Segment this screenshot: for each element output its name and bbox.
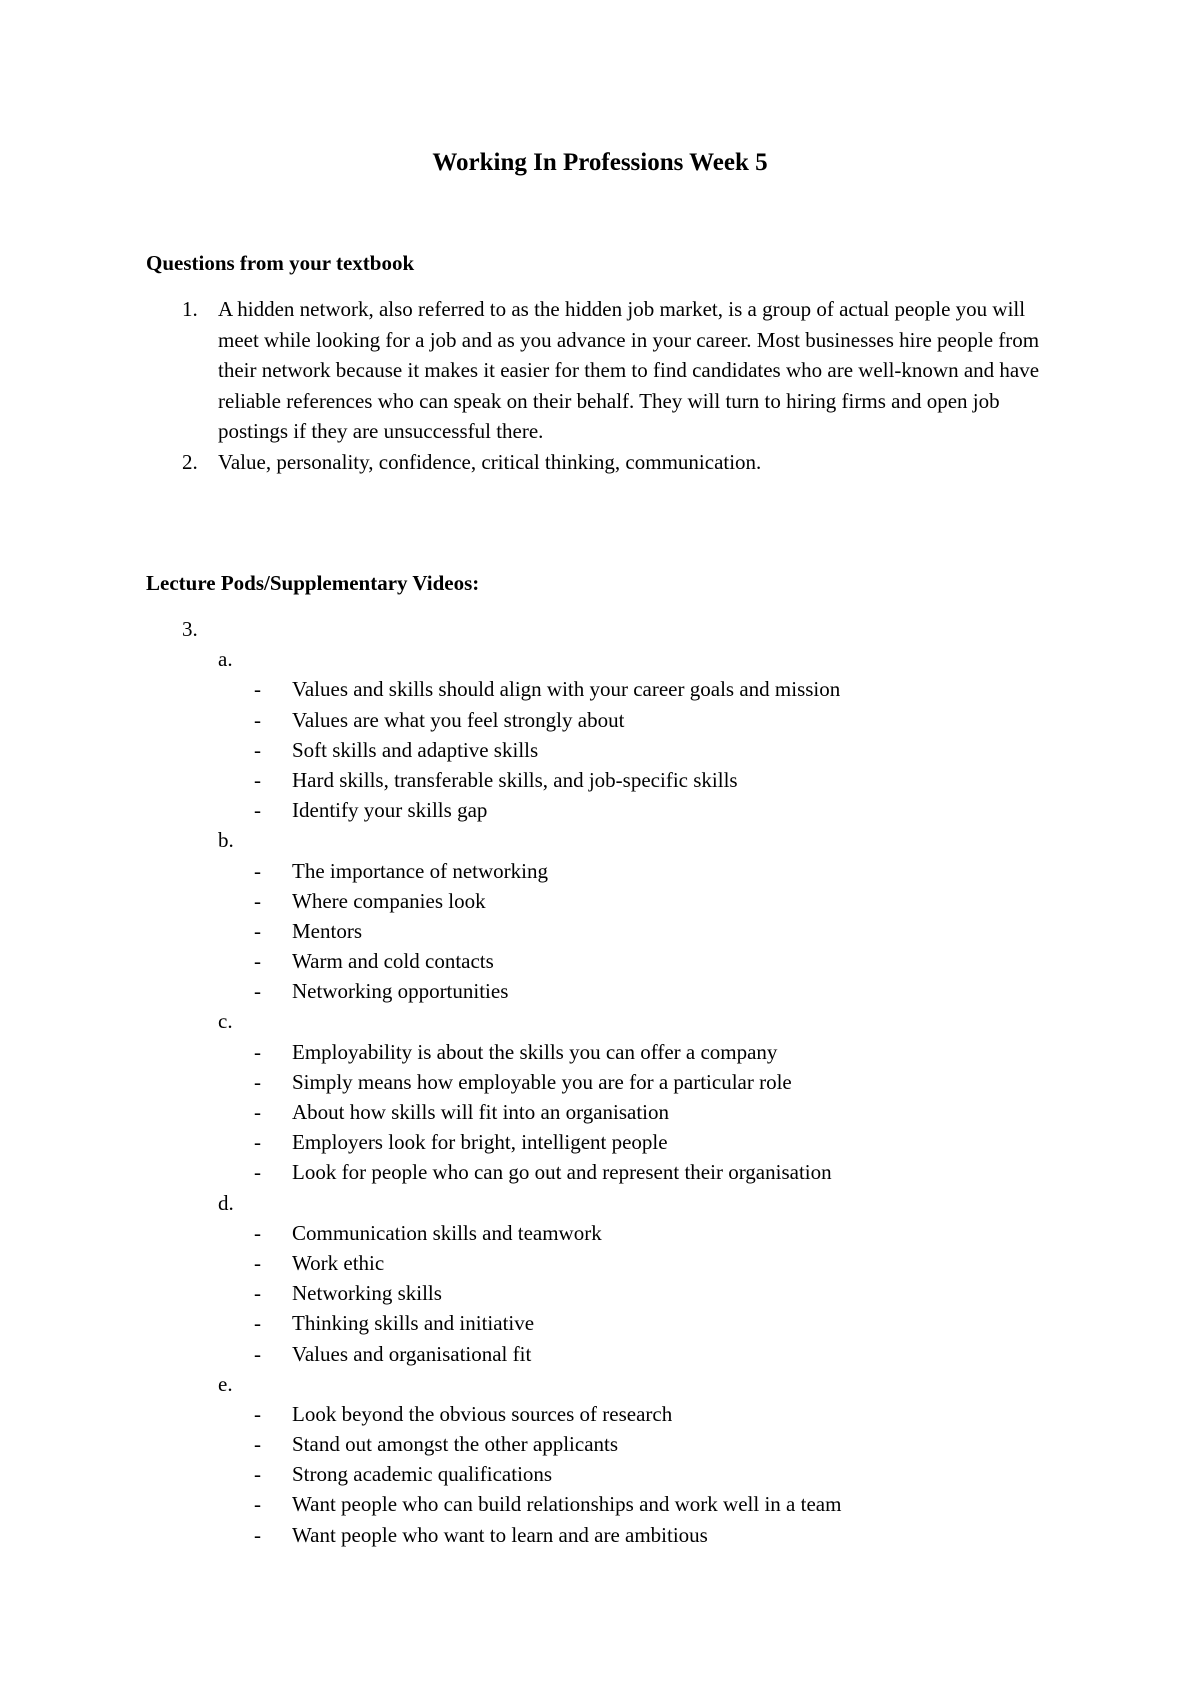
point-text: Mentors: [292, 918, 362, 943]
list-item: [146, 916, 1106, 946]
list-item: [146, 1248, 1106, 1278]
list-item: [146, 1459, 1106, 1489]
dash-bullet: -: [254, 798, 261, 823]
dash-bullet: -: [254, 1522, 261, 1547]
list-item: [146, 795, 1106, 825]
dash-bullet: -: [254, 1311, 261, 1336]
lecture-pods-heading: Lecture Pods/Supplementary Videos:: [146, 571, 480, 595]
list-item: [146, 705, 1106, 735]
dash-bullet: -: [254, 1492, 261, 1517]
point-text: Want people who can build relationships and work well in a team: [292, 1492, 842, 1517]
point-text: Stand out amongst the other applicants: [292, 1432, 619, 1457]
point-text: Where companies look: [292, 888, 486, 913]
point-text: Values and skills should align with your career goals and mission: [292, 677, 841, 702]
list-item: [146, 946, 1106, 976]
list-item: [146, 1127, 1106, 1157]
point-text: Look beyond the obvious sources of research: [292, 1401, 673, 1426]
dash-bullet: -: [254, 707, 261, 732]
dash-bullet: -: [254, 737, 261, 762]
list-item: [146, 1520, 1106, 1550]
lecture-section: [146, 1369, 1106, 1550]
point-text: Hard skills, transferable skills, and job-specific skills: [292, 767, 738, 792]
section-points-list: [146, 1037, 1106, 1188]
list-item: [146, 1399, 1106, 1429]
point-text: Values are what you feel strongly about: [292, 707, 625, 732]
point-text: Values and organisational fit: [292, 1341, 532, 1366]
point-text: Networking opportunities: [292, 979, 509, 1004]
section-points-list: [146, 856, 1106, 1007]
dash-bullet: -: [254, 1220, 261, 1245]
point-text: Look for people who can go out and represent their organisation: [292, 1160, 832, 1185]
question-number: 3.: [182, 617, 198, 641]
lecture-section: [146, 1006, 1106, 1187]
dash-bullet: -: [254, 888, 261, 913]
dash-bullet: -: [254, 1281, 261, 1306]
dash-bullet: -: [254, 1250, 261, 1275]
list-item: [146, 856, 1106, 886]
dash-bullet: -: [254, 1069, 261, 1094]
list-item: [146, 1097, 1106, 1127]
list-item: [146, 1429, 1106, 1459]
point-text: Strong academic qualifications: [292, 1462, 553, 1487]
answer-number: 1.: [182, 297, 198, 321]
list-item: [146, 1339, 1106, 1369]
section-letter: e.: [218, 1371, 233, 1396]
point-text: Thinking skills and initiative: [292, 1311, 535, 1336]
textbook-answers-list: [146, 294, 1066, 477]
dash-bullet: -: [254, 767, 261, 792]
dash-bullet: -: [254, 1160, 261, 1185]
point-text: The importance of networking: [292, 858, 548, 883]
point-text: About how skills will fit into an organisation: [292, 1100, 670, 1124]
dash-bullet: -: [254, 1432, 261, 1457]
dash-bullet: -: [254, 1401, 261, 1426]
lecture-section: [146, 825, 1106, 1006]
point-text: Communication skills and teamwork: [292, 1220, 602, 1245]
point-text: Soft skills and adaptive skills: [292, 737, 539, 762]
point-text: Employers look for bright, intelligent people: [292, 1130, 668, 1155]
point-text: Employability is about the skills you can offer a company: [292, 1039, 778, 1064]
list-item: [146, 1278, 1106, 1308]
dash-bullet: -: [254, 677, 261, 702]
list-item: [146, 674, 1106, 704]
section-points-list: [146, 674, 1106, 825]
list-item: [146, 1308, 1106, 1338]
answer-number: 2.: [182, 449, 198, 474]
section-points-list: [146, 1399, 1106, 1550]
dash-bullet: -: [254, 858, 261, 883]
lecture-sections: [146, 644, 1106, 1550]
list-item: [146, 976, 1106, 1006]
lecture-section: [146, 644, 1106, 825]
dash-bullet: -: [254, 979, 261, 1004]
dash-bullet: -: [254, 1462, 261, 1487]
point-text: Simply means how employable you are for a particular role: [292, 1069, 792, 1094]
list-item: [146, 1218, 1106, 1248]
section-points-list: [146, 1218, 1106, 1369]
point-text: Want people who want to learn and are ambitious: [292, 1522, 708, 1547]
question-3-block: [146, 614, 1106, 1550]
lecture-section: [146, 1188, 1106, 1369]
dash-bullet: -: [254, 1100, 261, 1124]
dash-bullet: -: [254, 949, 261, 974]
answer-item-2: [146, 447, 1066, 478]
list-item: [146, 1037, 1106, 1067]
point-text: Networking skills: [292, 1281, 442, 1306]
section-letter: a.: [218, 647, 233, 672]
list-item: [146, 886, 1106, 916]
section-letter: d.: [218, 1190, 234, 1215]
dash-bullet: -: [254, 1341, 261, 1366]
list-item: [146, 1157, 1106, 1187]
dash-bullet: -: [254, 1130, 261, 1155]
point-text: Warm and cold contacts: [292, 949, 494, 974]
section-letter: c.: [218, 1009, 233, 1034]
list-item: [146, 1067, 1106, 1097]
list-item: [146, 1489, 1106, 1519]
document-title: Working In Professions Week 5: [432, 149, 768, 176]
list-item: [146, 765, 1106, 795]
point-text: Identify your skills gap: [292, 798, 488, 823]
answer-item-1: [146, 294, 1066, 447]
point-text: Work ethic: [292, 1250, 385, 1275]
dash-bullet: -: [254, 1039, 261, 1064]
answer-text: Value, personality, confidence, critical thinking, communication.: [218, 449, 762, 474]
list-item: [146, 735, 1106, 765]
dash-bullet: -: [254, 918, 261, 943]
section-letter: b.: [218, 828, 234, 853]
textbook-questions-heading: Questions from your textbook: [146, 251, 415, 275]
answer-text: A hidden network, also referred to as the hidden job market, is a group of actual people you will meet while looking for a job and as you advance in your career. Most businesses hire people from their network because it makes it easier for them to find candidates who are well-known and have reliable references who can speak on their behalf. They will turn to hiring firms and open job postings if they are unsuccessful there.: [218, 297, 1040, 443]
